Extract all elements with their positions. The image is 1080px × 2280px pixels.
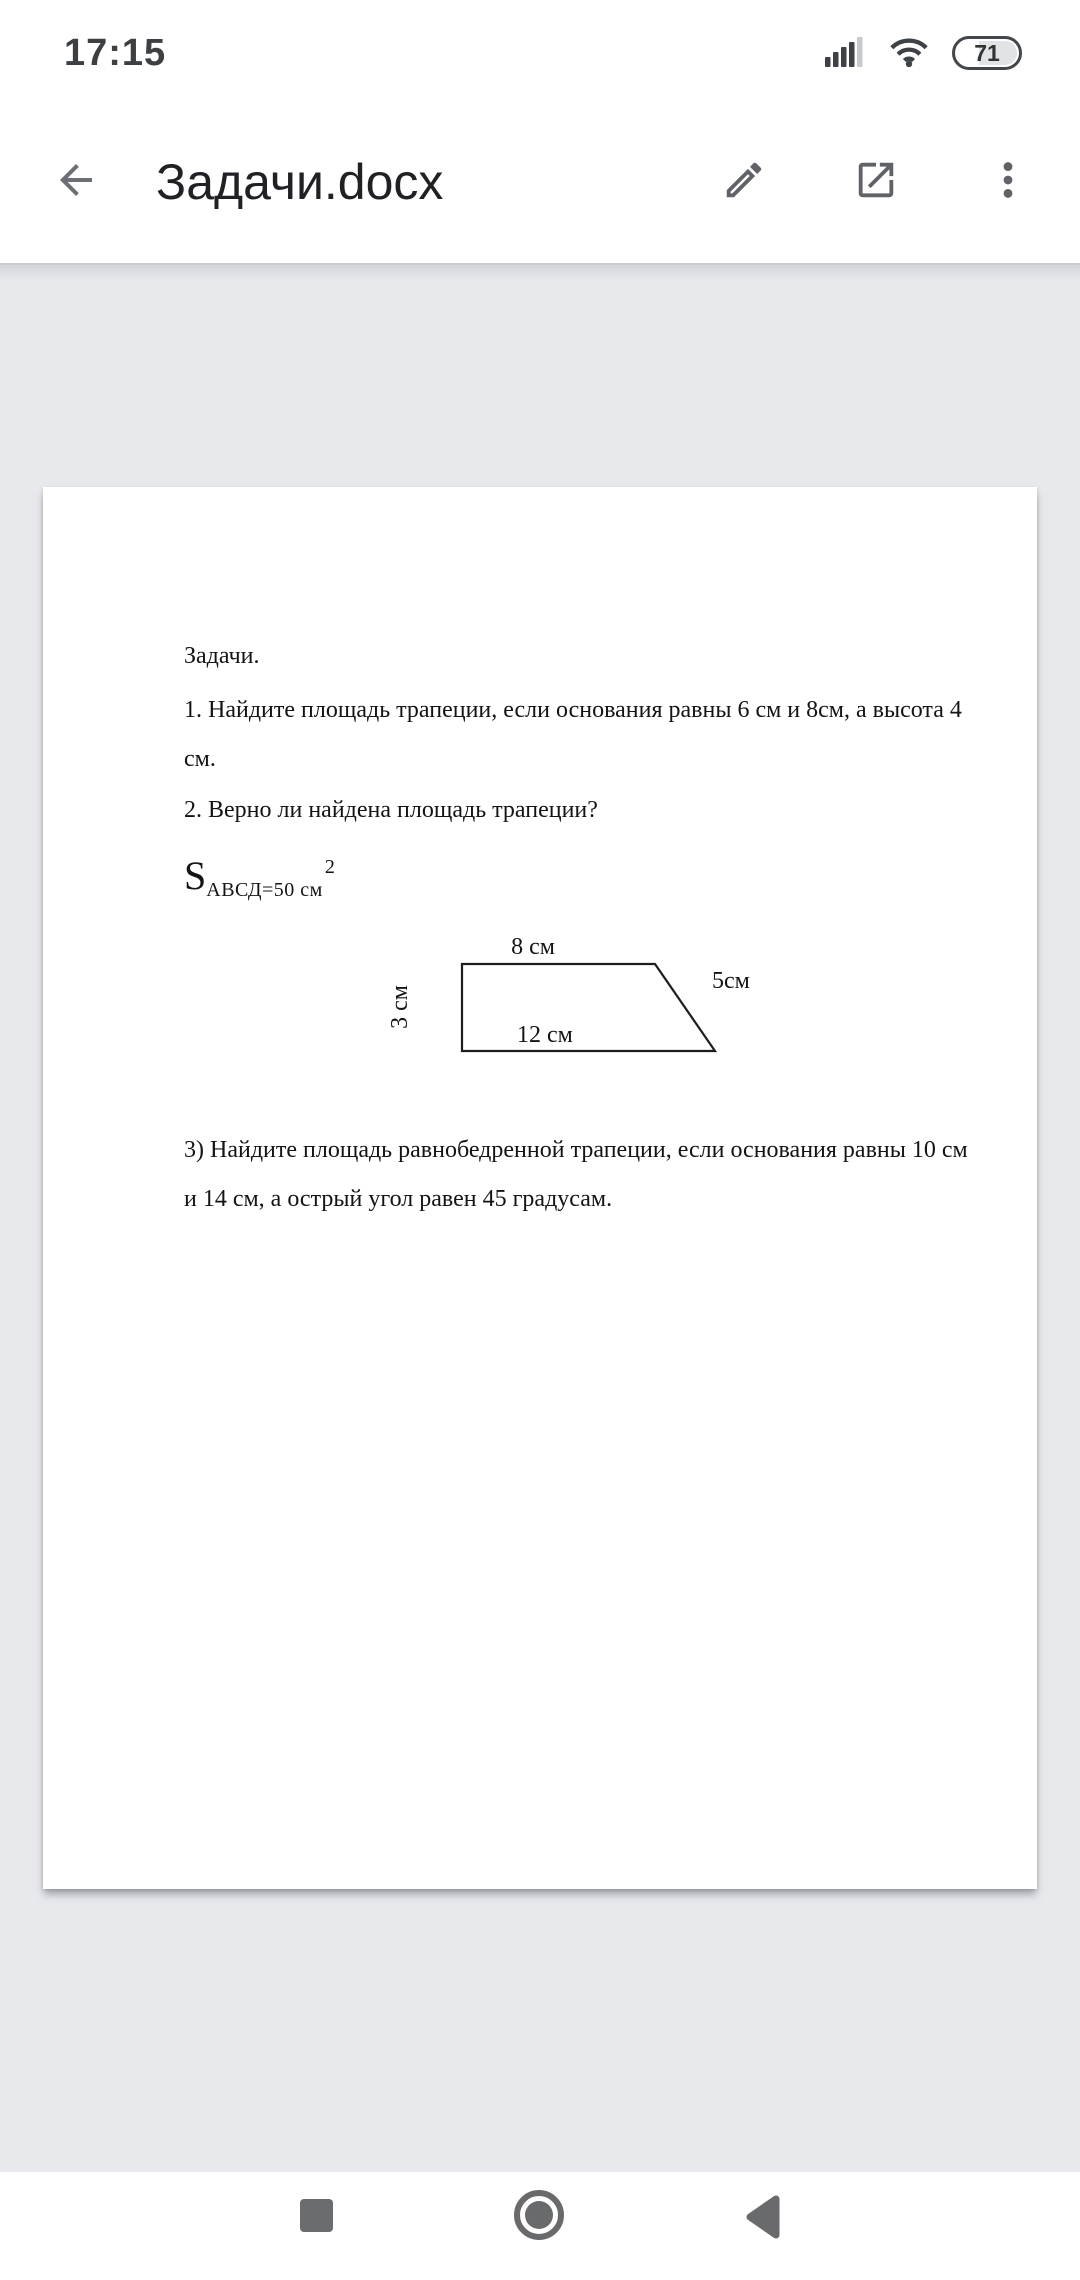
- problem-2: [184, 786, 967, 835]
- status-bar: [0, 0, 1080, 100]
- problem-1: [184, 686, 967, 784]
- area-formula: [184, 839, 967, 918]
- figure-label-bottom: 12 см: [517, 1022, 573, 1048]
- home-button[interactable]: [514, 2190, 564, 2240]
- app-bar: [0, 100, 1080, 263]
- recents-square-icon: [300, 2199, 333, 2232]
- problem-2-line-1: 2. Верно ли найдена площадь трапеции?: [184, 797, 598, 823]
- document-viewer[interactable]: [0, 263, 1080, 2174]
- android-nav-bar: [0, 2172, 1080, 2280]
- back-triangle-icon: [744, 2228, 784, 2243]
- trapezoid-outline: [462, 964, 715, 1051]
- problem-1-line-1: 1. Найдите площадь трапеции, если основания равны 6 см и 8см, а высота 4: [184, 697, 962, 723]
- problem-3: [184, 1126, 967, 1224]
- doc-heading: Задачи.: [184, 643, 260, 669]
- clock: 17:15: [64, 31, 167, 74]
- trapezoid-figure: [350, 918, 780, 1078]
- cell-signal-icon: [824, 35, 866, 72]
- battery-percent: 71: [974, 39, 1000, 66]
- status-icons: [824, 34, 1022, 73]
- formula-superscript: 2: [324, 856, 335, 878]
- problem-1-line-2: см.: [184, 746, 216, 772]
- battery-icon: [952, 36, 1022, 70]
- more-vert-icon: [985, 157, 1031, 206]
- problem-3-line-2: и 14 см, а острый угол равен 45 градусам.: [184, 1186, 613, 1212]
- figure-label-top: 8 см: [511, 934, 555, 960]
- problem-3-line-1: 3) Найдите площадь равнобедренной трапеции, если основания равны 10 см: [184, 1137, 968, 1163]
- back-button[interactable]: [40, 146, 112, 218]
- home-dot: [525, 2201, 553, 2229]
- formula-base: S: [184, 853, 207, 898]
- edit-button[interactable]: [708, 146, 780, 218]
- arrow-back-icon: [52, 156, 100, 207]
- document-content: [43, 487, 1037, 1224]
- figure-label-right: 5см: [712, 968, 750, 994]
- formula-subscript: АВСД=50 см: [206, 879, 323, 901]
- open-in-app-button[interactable]: [840, 146, 912, 218]
- open-in-new-icon: [853, 157, 899, 206]
- pencil-icon: [721, 157, 767, 206]
- home-circle-icon: [514, 2190, 564, 2240]
- nav-back-button[interactable]: [744, 2194, 784, 2243]
- app-bar-actions: [708, 146, 1044, 218]
- overflow-menu-button[interactable]: [972, 146, 1044, 218]
- figure-label-left: 3 см: [387, 985, 413, 1029]
- document-page: [43, 487, 1037, 1889]
- wifi-icon: [888, 34, 930, 73]
- document-title: Задачи.docx: [156, 153, 444, 210]
- recents-button[interactable]: [300, 2199, 333, 2232]
